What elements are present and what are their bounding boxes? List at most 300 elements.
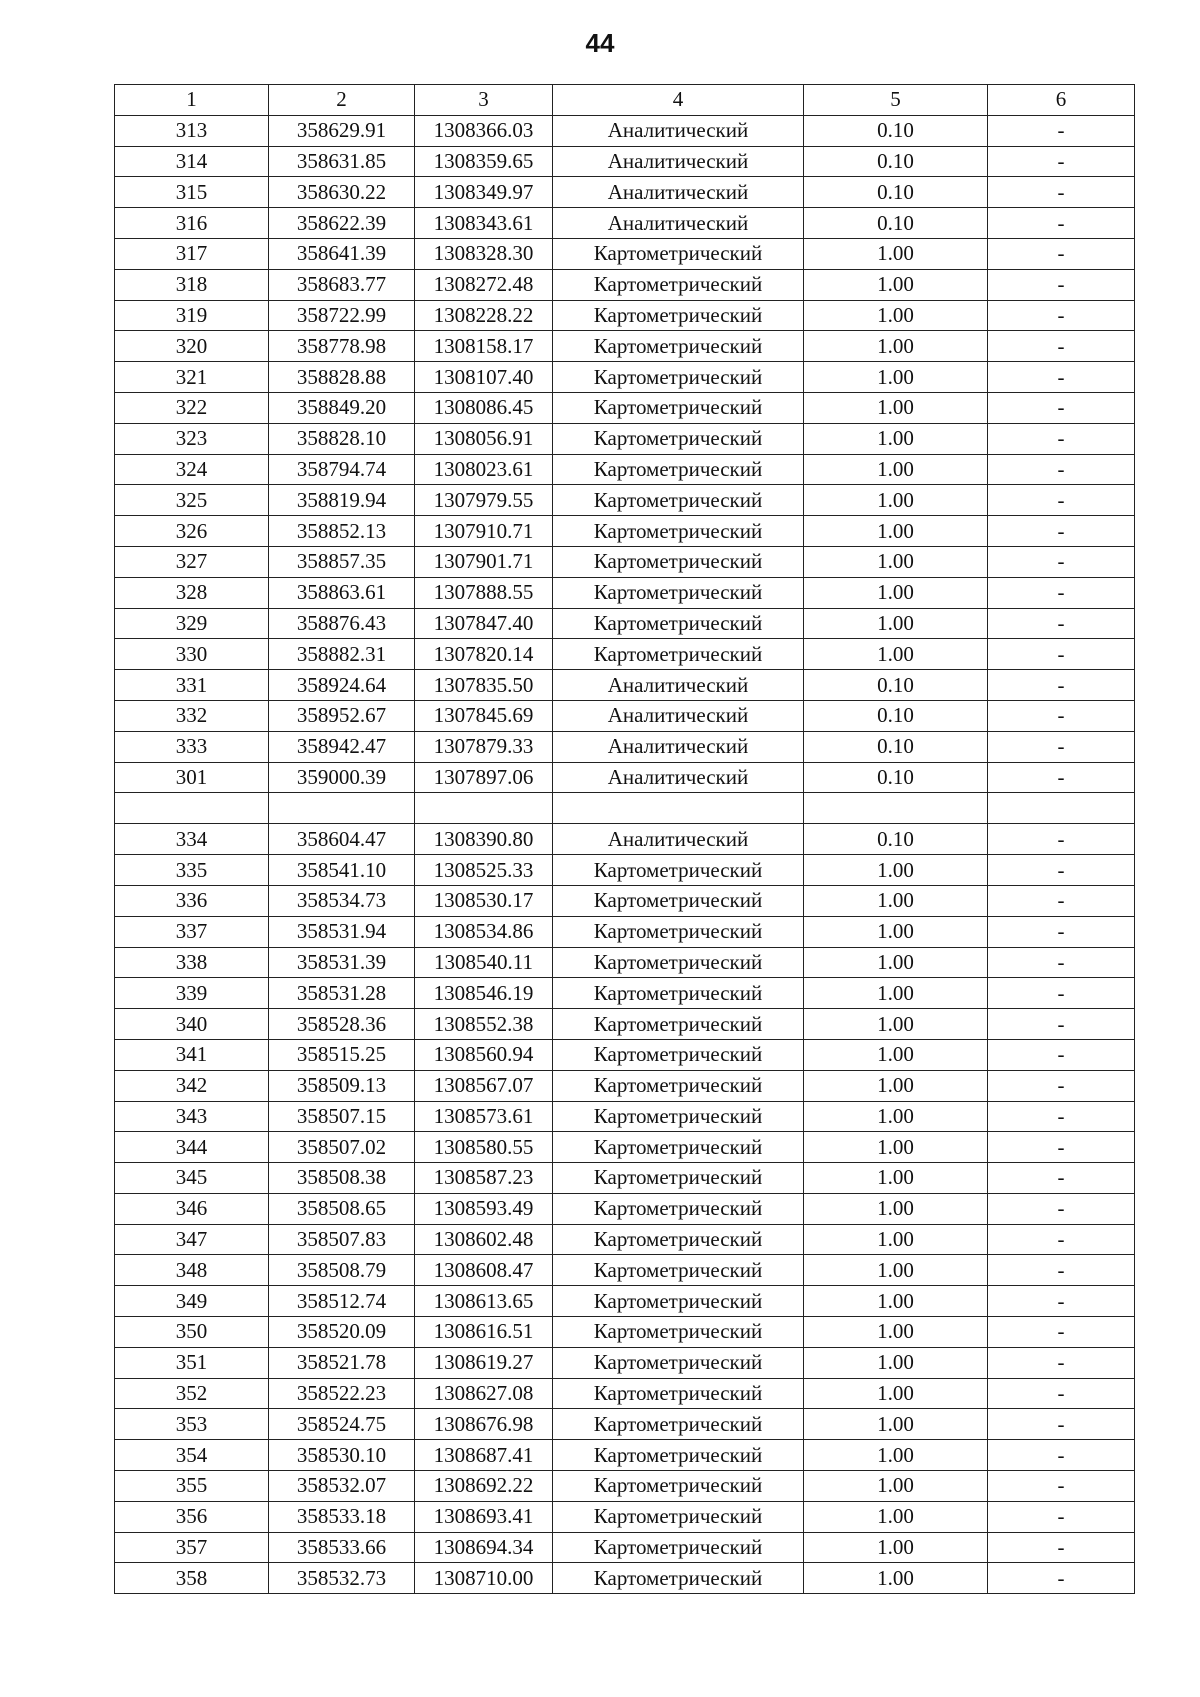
method-cell: Картометрический — [553, 423, 804, 454]
method-cell: Картометрический — [553, 639, 804, 670]
y-coordinate-cell: 1308552.38 — [415, 1009, 553, 1040]
method-cell: Картометрический — [553, 885, 804, 916]
point-number-cell: 318 — [115, 269, 269, 300]
column-header: 2 — [269, 85, 415, 116]
description-cell: - — [988, 762, 1135, 793]
description-cell: - — [988, 1039, 1135, 1070]
point-number-cell: 319 — [115, 300, 269, 331]
point-number-cell: 339 — [115, 978, 269, 1009]
description-cell: - — [988, 1070, 1135, 1101]
accuracy-cell: 1.00 — [804, 855, 988, 886]
method-cell: Картометрический — [553, 362, 804, 393]
x-coordinate-cell: 358942.47 — [269, 731, 415, 762]
accuracy-cell: 1.00 — [804, 1101, 988, 1132]
point-number-cell: 351 — [115, 1347, 269, 1378]
y-coordinate-cell: 1308343.61 — [415, 208, 553, 239]
x-coordinate-cell: 358534.73 — [269, 885, 415, 916]
accuracy-cell: 1.00 — [804, 423, 988, 454]
x-coordinate-cell: 358683.77 — [269, 269, 415, 300]
table-row — [115, 1193, 1135, 1224]
y-coordinate-cell: 1308694.34 — [415, 1532, 553, 1563]
point-number-cell: 334 — [115, 824, 269, 855]
accuracy-cell: 1.00 — [804, 1378, 988, 1409]
accuracy-cell: 0.10 — [804, 700, 988, 731]
point-number-cell: 350 — [115, 1317, 269, 1348]
point-number-cell: 321 — [115, 362, 269, 393]
description-cell: - — [988, 1255, 1135, 1286]
y-coordinate-cell: 1307888.55 — [415, 577, 553, 608]
y-coordinate-cell: 1307979.55 — [415, 485, 553, 516]
description-cell: - — [988, 1501, 1135, 1532]
method-cell: Картометрический — [553, 1255, 804, 1286]
x-coordinate-cell: 358528.36 — [269, 1009, 415, 1040]
table-row — [115, 1224, 1135, 1255]
description-cell: - — [988, 1532, 1135, 1563]
table-row — [115, 546, 1135, 577]
table-row — [115, 238, 1135, 269]
description-cell: - — [988, 700, 1135, 731]
table-row — [115, 639, 1135, 670]
table-row — [115, 1347, 1135, 1378]
description-cell: - — [988, 208, 1135, 239]
accuracy-cell: 0.10 — [804, 731, 988, 762]
column-header: 1 — [115, 85, 269, 116]
x-coordinate-cell: 358857.35 — [269, 546, 415, 577]
accuracy-cell: 1.00 — [804, 885, 988, 916]
method-cell: Картометрический — [553, 1532, 804, 1563]
accuracy-cell — [804, 793, 988, 824]
point-number-cell: 341 — [115, 1039, 269, 1070]
method-cell: Картометрический — [553, 331, 804, 362]
x-coordinate-cell: 358778.98 — [269, 331, 415, 362]
point-number-cell: 353 — [115, 1409, 269, 1440]
method-cell: Картометрический — [553, 1409, 804, 1440]
method-cell: Аналитический — [553, 700, 804, 731]
method-cell: Картометрический — [553, 269, 804, 300]
table-row — [115, 608, 1135, 639]
point-number-cell: 317 — [115, 238, 269, 269]
method-cell: Картометрический — [553, 978, 804, 1009]
description-cell: - — [988, 1440, 1135, 1471]
table-row — [115, 1132, 1135, 1163]
y-coordinate-cell: 1307897.06 — [415, 762, 553, 793]
point-number-cell: 323 — [115, 423, 269, 454]
column-header: 5 — [804, 85, 988, 116]
y-coordinate-cell: 1308616.51 — [415, 1317, 553, 1348]
point-number-cell: 329 — [115, 608, 269, 639]
table-header-row — [115, 85, 1135, 116]
point-number-cell: 333 — [115, 731, 269, 762]
x-coordinate-cell — [269, 793, 415, 824]
accuracy-cell: 0.10 — [804, 824, 988, 855]
description-cell: - — [988, 1378, 1135, 1409]
accuracy-cell: 1.00 — [804, 1132, 988, 1163]
table-row — [115, 1101, 1135, 1132]
y-coordinate-cell: 1308525.33 — [415, 855, 553, 886]
accuracy-cell: 1.00 — [804, 1070, 988, 1101]
x-coordinate-cell: 358508.79 — [269, 1255, 415, 1286]
description-cell: - — [988, 1224, 1135, 1255]
x-coordinate-cell: 358507.02 — [269, 1132, 415, 1163]
point-number-cell: 315 — [115, 177, 269, 208]
method-cell: Картометрический — [553, 855, 804, 886]
x-coordinate-cell: 358641.39 — [269, 238, 415, 269]
point-number-cell — [115, 793, 269, 824]
table-row — [115, 1070, 1135, 1101]
method-cell — [553, 793, 804, 824]
table-row — [115, 885, 1135, 916]
table-row — [115, 177, 1135, 208]
y-coordinate-cell: 1308613.65 — [415, 1286, 553, 1317]
accuracy-cell: 1.00 — [804, 1193, 988, 1224]
column-header: 3 — [415, 85, 553, 116]
accuracy-cell: 1.00 — [804, 238, 988, 269]
point-number-cell: 342 — [115, 1070, 269, 1101]
y-coordinate-cell: 1308530.17 — [415, 885, 553, 916]
method-cell: Картометрический — [553, 546, 804, 577]
accuracy-cell: 1.00 — [804, 639, 988, 670]
point-number-cell: 349 — [115, 1286, 269, 1317]
method-cell: Картометрический — [553, 1070, 804, 1101]
method-cell: Картометрический — [553, 1501, 804, 1532]
table-row — [115, 1471, 1135, 1502]
accuracy-cell: 1.00 — [804, 978, 988, 1009]
x-coordinate-cell: 358852.13 — [269, 516, 415, 547]
method-cell: Картометрический — [553, 1163, 804, 1194]
method-cell: Картометрический — [553, 392, 804, 423]
x-coordinate-cell: 358631.85 — [269, 146, 415, 177]
table-row — [115, 454, 1135, 485]
method-cell: Аналитический — [553, 824, 804, 855]
table-row — [115, 362, 1135, 393]
accuracy-cell: 1.00 — [804, 1317, 988, 1348]
method-cell: Картометрический — [553, 1440, 804, 1471]
accuracy-cell: 0.10 — [804, 177, 988, 208]
table-row — [115, 1317, 1135, 1348]
x-coordinate-cell: 358507.15 — [269, 1101, 415, 1132]
accuracy-cell: 1.00 — [804, 485, 988, 516]
y-coordinate-cell: 1307879.33 — [415, 731, 553, 762]
y-coordinate-cell: 1308627.08 — [415, 1378, 553, 1409]
method-cell: Картометрический — [553, 1317, 804, 1348]
point-number-cell: 337 — [115, 916, 269, 947]
y-coordinate-cell: 1308390.80 — [415, 824, 553, 855]
description-cell — [988, 793, 1135, 824]
x-coordinate-cell: 358849.20 — [269, 392, 415, 423]
point-number-cell: 322 — [115, 392, 269, 423]
point-number-cell: 328 — [115, 577, 269, 608]
description-cell: - — [988, 608, 1135, 639]
point-number-cell: 331 — [115, 670, 269, 701]
y-coordinate-cell: 1307820.14 — [415, 639, 553, 670]
y-coordinate-cell: 1308573.61 — [415, 1101, 553, 1132]
coordinates-table — [114, 84, 1135, 1594]
point-number-cell: 338 — [115, 947, 269, 978]
table-row — [115, 1255, 1135, 1286]
point-number-cell: 357 — [115, 1532, 269, 1563]
description-cell: - — [988, 885, 1135, 916]
method-cell: Аналитический — [553, 146, 804, 177]
accuracy-cell: 1.00 — [804, 577, 988, 608]
point-number-cell: 301 — [115, 762, 269, 793]
table-row — [115, 300, 1135, 331]
accuracy-cell: 1.00 — [804, 516, 988, 547]
y-coordinate-cell: 1308710.00 — [415, 1563, 553, 1594]
description-cell: - — [988, 392, 1135, 423]
x-coordinate-cell: 358531.94 — [269, 916, 415, 947]
x-coordinate-cell: 358629.91 — [269, 115, 415, 146]
x-coordinate-cell: 358515.25 — [269, 1039, 415, 1070]
description-cell: - — [988, 300, 1135, 331]
method-cell: Аналитический — [553, 762, 804, 793]
point-number-cell: 335 — [115, 855, 269, 886]
method-cell: Аналитический — [553, 177, 804, 208]
y-coordinate-cell: 1308272.48 — [415, 269, 553, 300]
y-coordinate-cell: 1308560.94 — [415, 1039, 553, 1070]
description-cell: - — [988, 238, 1135, 269]
method-cell: Аналитический — [553, 670, 804, 701]
accuracy-cell: 1.00 — [804, 1286, 988, 1317]
table-row — [115, 423, 1135, 454]
accuracy-cell: 1.00 — [804, 1039, 988, 1070]
description-cell: - — [988, 177, 1135, 208]
table-row — [115, 793, 1135, 824]
accuracy-cell: 1.00 — [804, 947, 988, 978]
y-coordinate-cell: 1308107.40 — [415, 362, 553, 393]
point-number-cell: 343 — [115, 1101, 269, 1132]
point-number-cell: 355 — [115, 1471, 269, 1502]
description-cell: - — [988, 978, 1135, 1009]
description-cell: - — [988, 1409, 1135, 1440]
table-row — [115, 762, 1135, 793]
method-cell: Картометрический — [553, 300, 804, 331]
method-cell: Картометрический — [553, 1039, 804, 1070]
table-row — [115, 855, 1135, 886]
accuracy-cell: 1.00 — [804, 1440, 988, 1471]
description-cell: - — [988, 1132, 1135, 1163]
description-cell: - — [988, 1286, 1135, 1317]
x-coordinate-cell: 358533.66 — [269, 1532, 415, 1563]
accuracy-cell: 1.00 — [804, 454, 988, 485]
point-number-cell: 346 — [115, 1193, 269, 1224]
x-coordinate-cell: 358520.09 — [269, 1317, 415, 1348]
x-coordinate-cell: 358882.31 — [269, 639, 415, 670]
table-row — [115, 577, 1135, 608]
column-header: 6 — [988, 85, 1135, 116]
method-cell: Картометрический — [553, 1132, 804, 1163]
accuracy-cell: 1.00 — [804, 1255, 988, 1286]
y-coordinate-cell: 1308580.55 — [415, 1132, 553, 1163]
description-cell: - — [988, 577, 1135, 608]
accuracy-cell: 1.00 — [804, 916, 988, 947]
description-cell: - — [988, 362, 1135, 393]
description-cell: - — [988, 485, 1135, 516]
description-cell: - — [988, 269, 1135, 300]
column-header: 4 — [553, 85, 804, 116]
x-coordinate-cell: 358531.28 — [269, 978, 415, 1009]
table-row — [115, 1440, 1135, 1471]
accuracy-cell: 0.10 — [804, 208, 988, 239]
description-cell: - — [988, 146, 1135, 177]
accuracy-cell: 1.00 — [804, 1501, 988, 1532]
point-number-cell: 326 — [115, 516, 269, 547]
accuracy-cell: 1.00 — [804, 1471, 988, 1502]
table-row — [115, 1532, 1135, 1563]
y-coordinate-cell: 1308587.23 — [415, 1163, 553, 1194]
y-coordinate-cell: 1308593.49 — [415, 1193, 553, 1224]
table-row — [115, 1009, 1135, 1040]
method-cell: Картометрический — [553, 608, 804, 639]
x-coordinate-cell: 358509.13 — [269, 1070, 415, 1101]
description-cell: - — [988, 1163, 1135, 1194]
description-cell: - — [988, 1317, 1135, 1348]
table-row — [115, 208, 1135, 239]
method-cell: Картометрический — [553, 1009, 804, 1040]
y-coordinate-cell: 1308023.61 — [415, 454, 553, 485]
x-coordinate-cell: 358524.75 — [269, 1409, 415, 1440]
accuracy-cell: 1.00 — [804, 1563, 988, 1594]
accuracy-cell: 1.00 — [804, 392, 988, 423]
description-cell: - — [988, 639, 1135, 670]
method-cell: Аналитический — [553, 208, 804, 239]
y-coordinate-cell: 1308608.47 — [415, 1255, 553, 1286]
point-number-cell: 348 — [115, 1255, 269, 1286]
point-number-cell: 347 — [115, 1224, 269, 1255]
method-cell: Картометрический — [553, 577, 804, 608]
point-number-cell: 356 — [115, 1501, 269, 1532]
x-coordinate-cell: 358622.39 — [269, 208, 415, 239]
y-coordinate-cell: 1308328.30 — [415, 238, 553, 269]
table-row — [115, 670, 1135, 701]
point-number-cell: 345 — [115, 1163, 269, 1194]
description-cell: - — [988, 516, 1135, 547]
table-row — [115, 516, 1135, 547]
table-body — [115, 115, 1135, 1593]
table-row — [115, 824, 1135, 855]
y-coordinate-cell: 1307847.40 — [415, 608, 553, 639]
description-cell: - — [988, 546, 1135, 577]
accuracy-cell: 1.00 — [804, 1409, 988, 1440]
accuracy-cell: 1.00 — [804, 608, 988, 639]
description-cell: - — [988, 1347, 1135, 1378]
x-coordinate-cell: 358507.83 — [269, 1224, 415, 1255]
accuracy-cell: 1.00 — [804, 1347, 988, 1378]
table-row — [115, 731, 1135, 762]
accuracy-cell: 0.10 — [804, 762, 988, 793]
table-row — [115, 916, 1135, 947]
point-number-cell: 314 — [115, 146, 269, 177]
point-number-cell: 332 — [115, 700, 269, 731]
x-coordinate-cell: 358819.94 — [269, 485, 415, 516]
method-cell: Картометрический — [553, 516, 804, 547]
y-coordinate-cell: 1308676.98 — [415, 1409, 553, 1440]
table-row — [115, 485, 1135, 516]
method-cell: Картометрический — [553, 947, 804, 978]
accuracy-cell: 1.00 — [804, 1163, 988, 1194]
description-cell: - — [988, 1471, 1135, 1502]
method-cell: Картометрический — [553, 238, 804, 269]
x-coordinate-cell: 358828.10 — [269, 423, 415, 454]
description-cell: - — [988, 331, 1135, 362]
y-coordinate-cell: 1308546.19 — [415, 978, 553, 1009]
y-coordinate-cell — [415, 793, 553, 824]
description-cell: - — [988, 855, 1135, 886]
y-coordinate-cell: 1308602.48 — [415, 1224, 553, 1255]
point-number-cell: 330 — [115, 639, 269, 670]
x-coordinate-cell: 358541.10 — [269, 855, 415, 886]
point-number-cell: 358 — [115, 1563, 269, 1594]
accuracy-cell: 1.00 — [804, 1009, 988, 1040]
table-row — [115, 331, 1135, 362]
method-cell: Картометрический — [553, 1347, 804, 1378]
x-coordinate-cell: 358794.74 — [269, 454, 415, 485]
x-coordinate-cell: 358924.64 — [269, 670, 415, 701]
method-cell: Картометрический — [553, 454, 804, 485]
x-coordinate-cell: 358604.47 — [269, 824, 415, 855]
description-cell: - — [988, 947, 1135, 978]
y-coordinate-cell: 1308056.91 — [415, 423, 553, 454]
table-row — [115, 1163, 1135, 1194]
description-cell: - — [988, 824, 1135, 855]
y-coordinate-cell: 1307901.71 — [415, 546, 553, 577]
y-coordinate-cell: 1308692.22 — [415, 1471, 553, 1502]
accuracy-cell: 1.00 — [804, 1532, 988, 1563]
y-coordinate-cell: 1308158.17 — [415, 331, 553, 362]
y-coordinate-cell: 1307910.71 — [415, 516, 553, 547]
table-row — [115, 947, 1135, 978]
y-coordinate-cell: 1307835.50 — [415, 670, 553, 701]
accuracy-cell: 1.00 — [804, 362, 988, 393]
description-cell: - — [988, 1563, 1135, 1594]
accuracy-cell: 1.00 — [804, 546, 988, 577]
x-coordinate-cell: 358952.67 — [269, 700, 415, 731]
accuracy-cell: 1.00 — [804, 1224, 988, 1255]
description-cell: - — [988, 1009, 1135, 1040]
table-row — [115, 1286, 1135, 1317]
accuracy-cell: 1.00 — [804, 331, 988, 362]
x-coordinate-cell: 358508.38 — [269, 1163, 415, 1194]
point-number-cell: 340 — [115, 1009, 269, 1040]
table-row — [115, 1563, 1135, 1594]
method-cell: Картометрический — [553, 485, 804, 516]
method-cell: Картометрический — [553, 1193, 804, 1224]
x-coordinate-cell: 358530.10 — [269, 1440, 415, 1471]
accuracy-cell: 1.00 — [804, 269, 988, 300]
accuracy-cell: 1.00 — [804, 300, 988, 331]
x-coordinate-cell: 359000.39 — [269, 762, 415, 793]
y-coordinate-cell: 1308693.41 — [415, 1501, 553, 1532]
accuracy-cell: 0.10 — [804, 670, 988, 701]
y-coordinate-cell: 1308567.07 — [415, 1070, 553, 1101]
description-cell: - — [988, 423, 1135, 454]
point-number-cell: 313 — [115, 115, 269, 146]
table-row — [115, 1039, 1135, 1070]
y-coordinate-cell: 1308086.45 — [415, 392, 553, 423]
method-cell: Аналитический — [553, 115, 804, 146]
description-cell: - — [988, 731, 1135, 762]
point-number-cell: 327 — [115, 546, 269, 577]
point-number-cell: 336 — [115, 885, 269, 916]
x-coordinate-cell: 358876.43 — [269, 608, 415, 639]
point-number-cell: 316 — [115, 208, 269, 239]
table-row — [115, 1378, 1135, 1409]
method-cell: Картометрический — [553, 1471, 804, 1502]
x-coordinate-cell: 358630.22 — [269, 177, 415, 208]
y-coordinate-cell: 1308349.97 — [415, 177, 553, 208]
point-number-cell: 344 — [115, 1132, 269, 1163]
description-cell: - — [988, 115, 1135, 146]
table-row — [115, 392, 1135, 423]
